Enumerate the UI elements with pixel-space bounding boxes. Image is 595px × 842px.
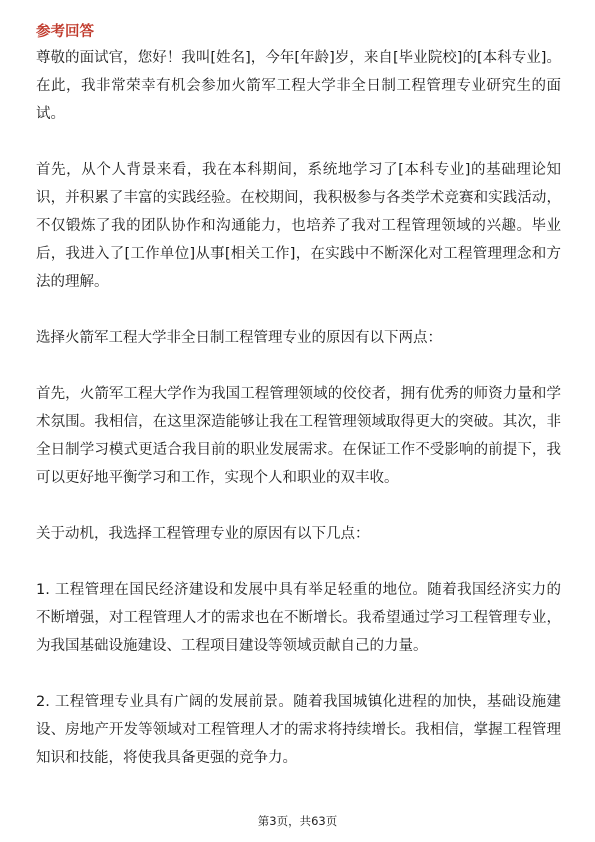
paragraph-gap [36, 548, 561, 576]
answer-heading: 参考回答 [36, 24, 94, 40]
paragraph-motivation-2: 2. 工程管理专业具有广阔的发展前景。随着我国城镇化进程的加快，基础设施建设、房地产开发等领域对工程管理人才的需求将持续增长。我相信，掌握工程管理知识和技能，将使我具备更强的竞争力。 [36, 694, 561, 766]
paragraph-gap [36, 296, 561, 324]
paragraph-reasons: 首先，火箭军工程大学作为我国工程管理领域的佼佼者，拥有优秀的师资力量和学术氛围。我相信，在这里深造能够让我在工程管理领域取得更大的突破。其次，非全日制学习模式更适合我目前的职业发展需求。在保证工作不受影响的前提下，我可以更好地平衡学习和工作，实现个人和职业的双丰收。 [36, 386, 561, 486]
paragraph-gap [36, 492, 561, 520]
paragraph-background: 首先，从个人背景来看，我在本科期间，系统地学习了[本科专业]的基础理论知识，并积累了丰富的实践经验。在校期间，我积极参与各类学术竞赛和实践活动，不仅锻炼了我的团队协作和沟通能力，也培养了我对工程管理领域的兴趣。毕业后，我进入了[工作单位]从事[相关工作]，在实践中不断深化对工程管理理念和方法的理解。 [36, 162, 561, 290]
paragraph-motivation-1: 1. 工程管理在国民经济建设和发展中具有举足轻重的地位。随着我国经济实力的不断增强，对工程管理人才的需求也在不断增长。我希望通过学习工程管理专业，为我国基础设施建设、工程项目建设等领域贡献自己的力量。 [36, 582, 561, 654]
page-number-footer: 第3页，共63页 [257, 814, 338, 828]
paragraph-gap [36, 660, 561, 688]
paragraph-gap [36, 352, 561, 380]
paragraph-gap [36, 128, 561, 156]
document-page [36, 22, 561, 772]
paragraph-motivation-intro: 关于动机，我选择工程管理专业的原因有以下几点： [36, 526, 370, 542]
paragraph-greeting: 尊敬的面试官，您好！我叫[姓名]，今年[年龄]岁，来自[毕业院校]的[本科专业]。在此，我非常荣幸有机会参加火箭军工程大学非全日制工程管理专业研究生的面试。 [36, 50, 561, 122]
paragraph-reasons-intro: 选择火箭军工程大学非全日制工程管理专业的原因有以下两点： [36, 330, 442, 346]
